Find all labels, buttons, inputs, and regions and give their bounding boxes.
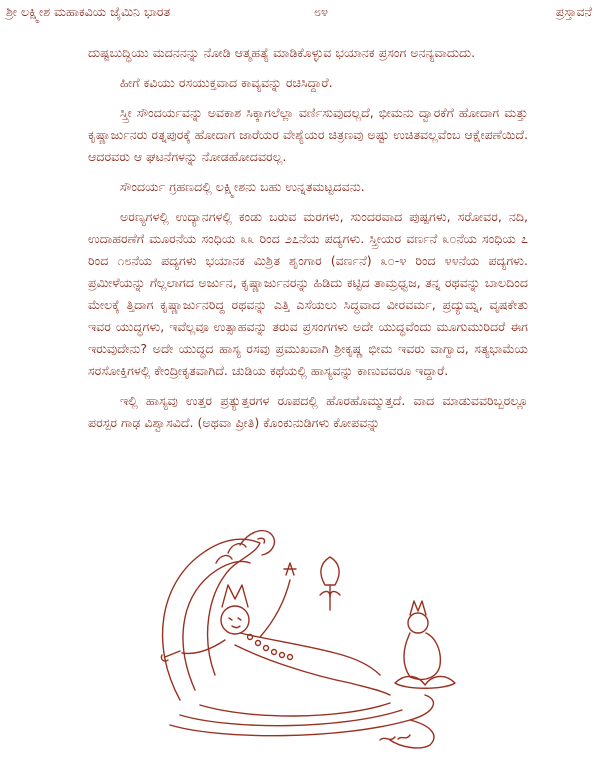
goddess-lotus-seat	[395, 676, 455, 688]
paragraph-6: ಇಲ್ಲಿ ಹಾಸ್ಯವು ಉತ್ತರ ಪ್ರತ್ಯುತ್ತರಗಳ ರೂಪದಲ್ಲಿ ಹೊರಹೊಮ್ಮುತ್ತದೆ. ವಾದ ಮಾಡುವವರಿಬ್ಬರಲ್ಲೂ ಪರಸ್ಪರ ಗಾಢ ವಿಶ್ವಾಸವಿದೆ. (ಅಥವಾ ಪ್ರೀತಿ) ಕೊಂಕುನುಡಿಗಳು ಕೋಪವನ್ನು	[88, 393, 528, 430]
serpent-heads	[240, 531, 274, 555]
figure-raised-arm	[260, 580, 290, 637]
serpent-coil-2	[180, 710, 402, 726]
paragraph-3: ಸ್ತ್ರೀ ಸೌಂದರ್ಯವನ್ನು ಅವಕಾಶ ಸಿಕ್ಕಾಗಲೆಲ್ಲಾ ವರ್ಣಿಸುವುದಲ್ಲದೆ, ಭೀಮನು ದ್ವಾರಕೆಗೆ ಹೋದಾಗ ಮತ್ತು ಕೃಷ್ಣಾರ್ಜುನರು ರತ್ನಪುರಕ್ಕೆ ಹೋದಾಗ ಜಾರೆಯರ ವೇಶ್ಯೆಯರ ಚಿತ್ರಣವು ಅಷ್ಟು ಉಚಿತವಲ್ಲವೆಂಬ ಆಕ್ಷೇಪಣೆಯಿದೆ. ಆದರವರು ಆ ಘಟನೆಗಳನ್ನು ನೋಡಹೋದವರಲ್ಲ.	[88, 105, 528, 164]
chakra	[284, 563, 296, 575]
paragraph-4: ಸೌಂದರ್ಯ ಗ್ರಹಣದಲ್ಲಿ ಲಕ್ಷ್ಮೀಶನು ಬಹು ಉನ್ನತಮಟ್ಟದವನು.	[120, 179, 365, 194]
reclining-vishnu-illustration	[140, 525, 470, 760]
goddess-body	[404, 633, 440, 679]
figure-head	[221, 606, 249, 634]
header-section-title: ಪ್ರಸ್ತಾವನೆ	[555, 4, 592, 19]
paragraph-2: ಹೀಗೆ ಕವಿಯು ರಸಯುಕ್ತವಾದ ಕಾವ್ಯವನ್ನು ರಚಿಸಿದ್ದಾರೆ.	[120, 75, 333, 90]
serpent-coil-3	[200, 703, 390, 716]
serpent-hood	[163, 539, 260, 700]
header-page-number: ೮೪	[314, 4, 329, 19]
figure-lower-arm	[182, 640, 225, 653]
garland	[248, 635, 293, 660]
figure-face	[229, 618, 241, 628]
body-text	[88, 42, 528, 442]
goddess-head	[408, 613, 428, 633]
figure-crown	[222, 585, 248, 607]
figure-torso	[240, 633, 380, 675]
header-book-title: ಶ್ರೀ ಲಕ್ಷ್ಮೀಶ ಮಹಾಕವಿಯ ಜೈಮಿನಿ ಭಾರತ	[6, 4, 171, 19]
paragraph-1: ದುಷ್ಟಬುದ್ಧಿಯು ಮದನನನ್ನು ನೋಡಿ ಆತ್ಮಹತ್ಯೆ ಮಾಡಿಕೊಳ್ಳುವ ಭಯಾನಕ ಪ್ರಸಂಗ ಅನನ್ಯವಾದುದು.	[88, 45, 476, 60]
running-header	[6, 4, 592, 24]
figure-torso-lower	[235, 645, 390, 695]
paragraph-5: ಅರಣ್ಯಗಳಲ್ಲಿ ಉದ್ಯಾನಗಳಲ್ಲಿ ಕಂಡು ಬರುವ ಮರಗಳು, ಸುಂದರವಾದ ಪುಷ್ಪಗಳು, ಸರೋವರ, ನದಿ, ಉದಾಹರಣೆಗೆ ಮೂರನೆಯ ಸಂಧಿಯ ೩೩ ರಿಂದ ೨೭ನೆಯ ಪದ್ಯಗಳು. ಸ್ತ್ರೀಯರ ವರ್ಣನೆ ೩೦ನೆಯ ಸಂಧಿಯ ೭ ರಿಂದ ೧೮ನೆಯ ಪದ್ಯಗಳು ಭಯಾನಕ ಮಿಶ್ರಿತ ಶೃಂಗಾರ (ವರ್ಣನೆ) ೩೦-೪ ರಿಂದ ೪೪ನೆಯ ಪದ್ಯಗಳು. ಪ್ರಮೀಳೆಯನ್ನು ಗೆಲ್ಲಲಾಗದ ಅರ್ಜುನ, ಕೃಷ್ಣಾರ್ಜುನರನ್ನು ಹಿಡಿದು ಕಟ್ಟಿದ ತಾಮ್ರಧ್ವಜ, ತನ್ನ ರಥವನ್ನು ಬಾಲದಿಂದ ಮೇಲಕ್ಕೆ ತ್ತಿದಾಗ ಕೃಷ್ಣಾರ್ಜುನರಿದ್ದ ರಥವನ್ನು ಎತ್ತಿ ಎಸೆಯಲು ಸಿದ್ಧವಾದ ವೀರವರ್ಮ, ಪ್ರದ್ಯುಮ್ನ, ವೃಷಕೇತು ಇವರ ಯುದ್ಧಗಳು, ಇವೆಲ್ಲವೂ ಉತ್ಸಾಹವನ್ನು ತರುವ ಪ್ರಸಂಗಗಳು ಅದೇ ಯುದ್ಧವೆಂದು ಮೂಗುಮುರಿದರೆ ಈಗ ಇರುವುದೇನು? ಅದೇ ಯುದ್ಧದ ಹಾಸ್ಯ ರಸವು ಪ್ರಮುಖವಾಗಿ ಶ್ರೀಕೃಷ್ಣ ಭೀಮ ಇವರು ವಾಗ್ವಾದ, ಸತ್ಯಭಾಮೆಯ ಸರಸೋಕ್ತಿಗಳಲ್ಲಿ ಕೇಂದ್ರೀಕೃತವಾಗಿದೆ. ಚುಡಿಯ ಕಥೆಯಲ್ಲಿ ಹಾಸ್ಯವನ್ನು ಕಾಣುವವರೂ ಇದ್ದಾರೆ.	[88, 209, 528, 378]
lotus-bud	[321, 557, 339, 610]
artist-signature	[380, 735, 410, 740]
